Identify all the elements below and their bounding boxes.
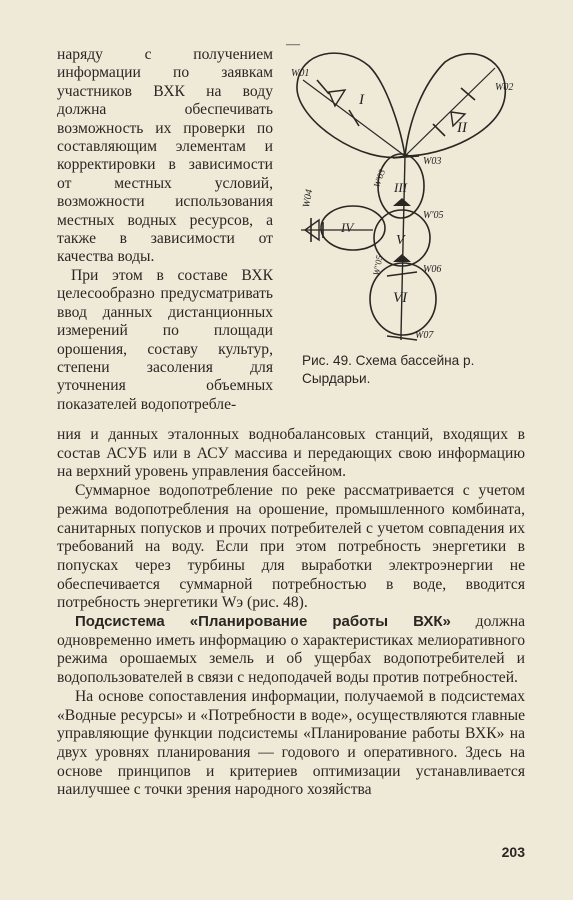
left-text-column — [57, 46, 273, 414]
zone-label-v: V — [396, 233, 405, 248]
node-triangle-filled — [393, 198, 411, 206]
label-w07: W07 — [415, 330, 434, 341]
label-w05-prime: W'05 — [423, 210, 444, 221]
paragraph-text: должна одновременно иметь информацию о характеристиках мелиоративного режима орошаемых земель и об ущербах водопотребителей и водопользователей в связи с недоподачей воды против потребностей. — [57, 613, 526, 687]
page-top-mark: — — [286, 37, 300, 52]
label-w06: W06 — [423, 264, 442, 275]
node-triangle-filled — [393, 254, 411, 262]
label-w03: W03 — [423, 156, 442, 167]
paragraph — [57, 613, 525, 688]
label-w03-prime: W'03 — [371, 167, 388, 189]
paragraph: На основе сопоставления информации, получаемой в подсистемах «Водные ресурсы» и «Потребности в воде», осуществляются главные управляющие функции подсистемы «Планирование работы ВХК» на двух уровнях планирования — годового и оперативного. Здесь на основе принципов и критериев оптимизации устанавливается наилучшее с точки зрения народного хозяйства — [57, 687, 525, 799]
zone-label-ii: II — [457, 120, 467, 136]
label-w04: W04 — [301, 188, 316, 209]
basin-diagram — [283, 37, 533, 360]
zone-i-outline — [297, 53, 405, 157]
label-w01: W01 — [291, 68, 310, 79]
main-text — [57, 426, 525, 800]
paragraph: При этом в составе ВХК целесообразно предусматривать ввод данных дистанционных измерений по площади орошения, составу культур, степени засоления для уточнения объемных показателей водопотребле- — [57, 266, 273, 413]
subsystem-heading: Подсистема «Планирование работы ВХК» — [75, 613, 451, 631]
zone-label-iv: IV — [341, 220, 354, 235]
paragraph: ния и данных эталонных воднобалансовых станций, входящих в состав АСУБ или в АСУ массива и передающих свою информацию на верхний уровень управления бассейном. — [57, 426, 525, 481]
page-number: 203 — [501, 844, 525, 860]
node-triangle — [329, 90, 345, 106]
figure-syrdarya-basin-scheme — [283, 37, 533, 360]
paragraph: Суммарное водопотребление по реке рассматривается с учетом режима водопотребления на орошение, промышленного комбината, санитарных попусков и прочих потребителей с учетом совпадения их требований на воду. Если при этом потребность энергетики в попусках через турбины для выработки электроэнергии не обеспечивается суммарной потребностью в воде, вводится потребность энергетики Wэ (рис. 48). — [57, 482, 525, 612]
paragraph: наряду с получением информации по заявкам участников ВХК на воду должна обеспечивать возможность их проверки по составляющим элементам и корректировки в зависимости от местных условий, возможности использования местных водных ресурсов, а также в зависимости от качества воды. — [57, 46, 273, 266]
label-w02: W02 — [495, 82, 514, 93]
zone-label-iii: III — [394, 180, 407, 195]
zone-label-i: I — [359, 92, 364, 108]
zone-label-vi: VI — [393, 290, 408, 306]
label-w05-double-prime: W''05 — [371, 254, 385, 277]
figure-caption: Рис. 49. Схема бассейна р. Сырдарьи. — [302, 353, 475, 386]
